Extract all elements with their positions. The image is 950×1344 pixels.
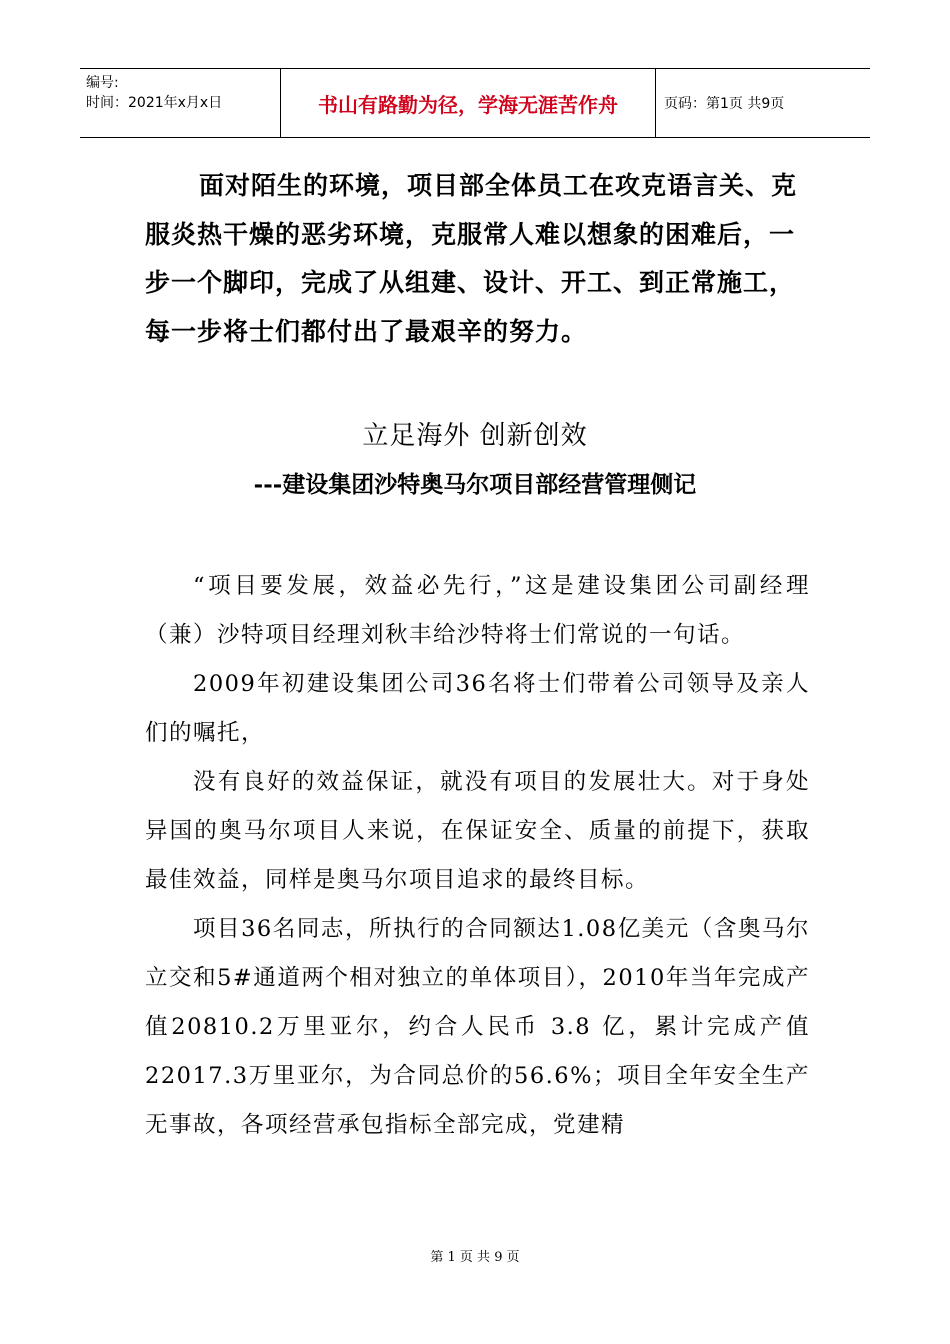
article-title: 立足海外 创新创效 (362, 421, 588, 451)
header-page-number: 页码：第1页 共9页 (664, 96, 785, 112)
document-header (80, 68, 870, 138)
body-paragraph-4: 项目36名同志，所执行的合同额达1.08亿美元（含奥马尔立交和5#通道两个相对独立的单体项目），2010年当年完成产值20810.2万里亚尔，约合人民币 3.8 亿，累计完成产值22017.3万里亚尔，为合同总价的56.6%；项目全年安全生产无事故，各项经营承包指标全部完成，党建精 (145, 916, 810, 1138)
header-motto: 书山有路勤为径，学海无涯苦作舟 (281, 69, 656, 137)
document-number-label: 编号: (86, 75, 119, 91)
body-paragraph-3: 没有良好的效益保证，就没有项目的发展壮大。对于身处异国的奥马尔项目人来说，在保证安全、质量的前提下，获取最佳效益，同样是奥马尔项目追求的最终目标。 (145, 769, 810, 893)
header-meta (80, 69, 281, 137)
body-paragraph-1: “项目要发展，效益必先行，”这是建设集团公司副经理（兼）沙特项目经理刘秋丰给沙特将士们常说的一句话。 (145, 573, 810, 648)
intro-paragraph: 面对陌生的环境，项目部全体员工在攻克语言关、克服炎热干燥的恶劣环境，克服常人难以想象的困难后，一步一个脚印，完成了从组建、设计、开工、到正常施工，每一步将士们都付出了最艰辛的努力。 (145, 171, 798, 346)
article-body (145, 562, 810, 1150)
body-paragraph-2: 2009年初建设集团公司36名将士们带着公司领导及亲人们的嘱托， (145, 671, 810, 746)
article-subtitle: ---建设集团沙特奥马尔项目部经营管理侧记 (253, 471, 697, 498)
document-time-label: 时间：2021年x月x日 (86, 95, 223, 111)
page-footer: 第 1 页 共 9 页 (430, 1250, 520, 1265)
